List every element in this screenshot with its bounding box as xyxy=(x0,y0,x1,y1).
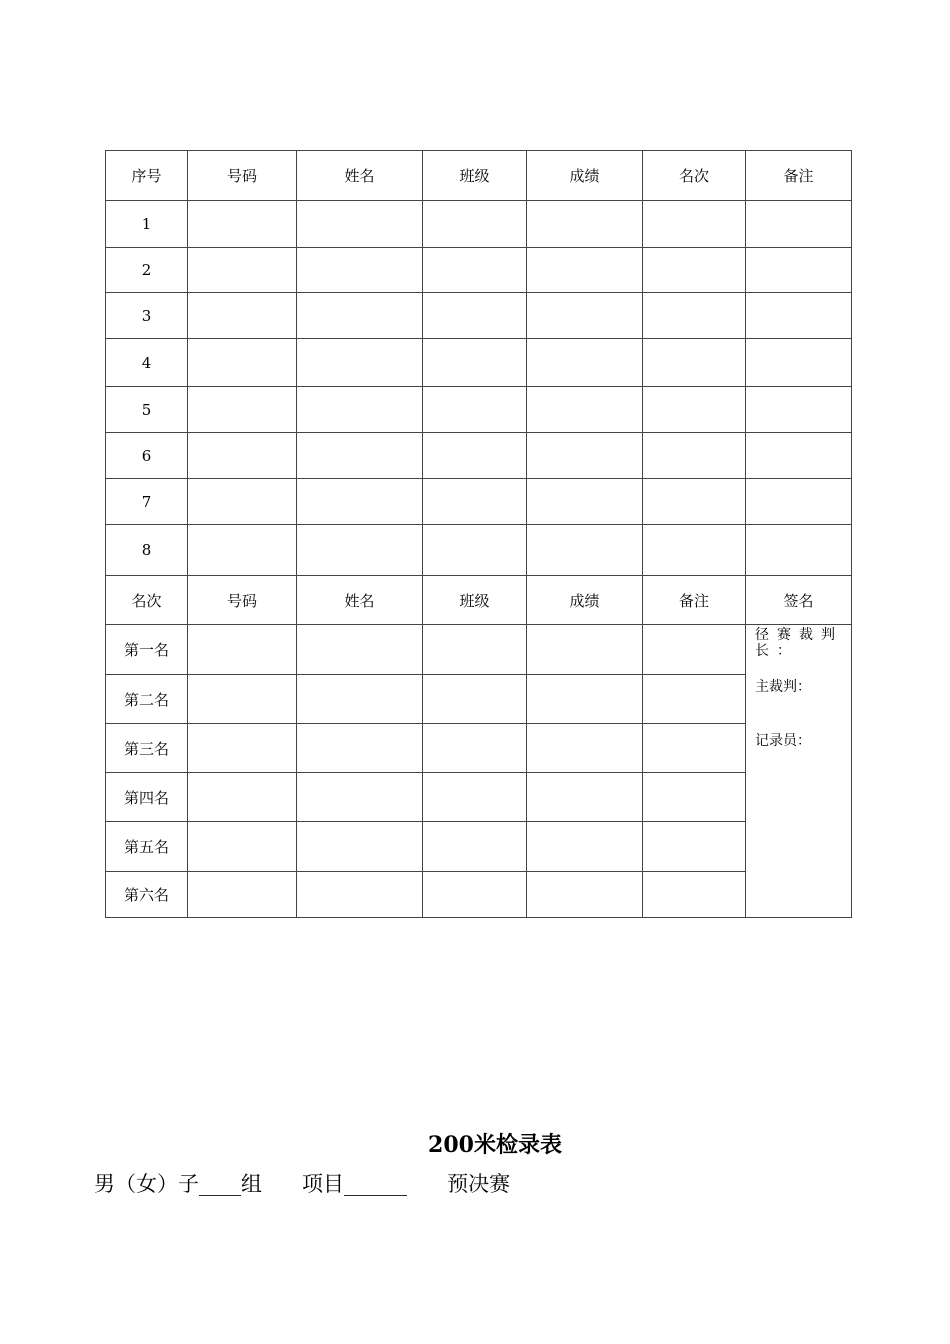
remark-cell[interactable] xyxy=(643,872,746,918)
class-cell[interactable] xyxy=(423,625,527,675)
result-cell[interactable] xyxy=(527,339,643,387)
result-cell[interactable] xyxy=(527,625,643,675)
rank-label: 第四名 xyxy=(106,773,188,822)
number-cell[interactable] xyxy=(188,872,297,918)
number-cell[interactable] xyxy=(188,724,297,773)
result-cell[interactable] xyxy=(527,433,643,479)
header-cell-signature: 签名 xyxy=(746,576,852,625)
number-cell[interactable] xyxy=(188,293,297,339)
name-cell[interactable] xyxy=(297,201,423,248)
row-index: 8 xyxy=(106,525,188,576)
header-cell-name: 姓名 xyxy=(297,151,423,201)
header-cell-rank: 名次 xyxy=(643,151,746,201)
name-cell[interactable] xyxy=(297,387,423,433)
main-referee-label: 主裁判： xyxy=(755,679,811,695)
class-cell[interactable] xyxy=(423,248,527,293)
remark-cell[interactable] xyxy=(746,339,852,387)
row-index: 2 xyxy=(106,248,188,293)
result-cell[interactable] xyxy=(527,293,643,339)
rank-cell[interactable] xyxy=(643,201,746,248)
result-cell[interactable] xyxy=(527,479,643,525)
number-cell[interactable] xyxy=(188,625,297,675)
name-cell[interactable] xyxy=(297,822,423,872)
number-cell[interactable] xyxy=(188,525,297,576)
result-cell[interactable] xyxy=(527,675,643,724)
class-cell[interactable] xyxy=(423,433,527,479)
group-event-line: 男（女）子____组 项目______ 预决赛 xyxy=(94,1172,511,1196)
rank-label: 第二名 xyxy=(106,675,188,724)
class-cell[interactable] xyxy=(423,773,527,822)
remark-cell[interactable] xyxy=(643,724,746,773)
row-index: 7 xyxy=(106,479,188,525)
rank-cell[interactable] xyxy=(643,387,746,433)
remark-cell[interactable] xyxy=(746,387,852,433)
name-cell[interactable] xyxy=(297,773,423,822)
results-table xyxy=(105,150,852,918)
class-cell[interactable] xyxy=(423,479,527,525)
number-cell[interactable] xyxy=(188,675,297,724)
ranking-row xyxy=(106,675,852,724)
result-cell[interactable] xyxy=(527,201,643,248)
number-cell[interactable] xyxy=(188,339,297,387)
rank-label: 第一名 xyxy=(106,625,188,675)
number-cell[interactable] xyxy=(188,773,297,822)
header-cell-class: 班级 xyxy=(423,576,527,625)
remark-cell[interactable] xyxy=(643,773,746,822)
class-cell[interactable] xyxy=(423,675,527,724)
row-index: 4 xyxy=(106,339,188,387)
ranking-row xyxy=(106,822,852,872)
rank-cell[interactable] xyxy=(643,479,746,525)
class-cell[interactable] xyxy=(423,724,527,773)
ranking-row xyxy=(106,773,852,822)
result-cell[interactable] xyxy=(527,773,643,822)
document-title: 200米检录表 xyxy=(428,1132,562,1158)
remark-cell[interactable] xyxy=(643,625,746,675)
result-cell[interactable] xyxy=(527,822,643,872)
table-row xyxy=(106,201,852,248)
result-cell[interactable] xyxy=(527,387,643,433)
table-row xyxy=(106,293,852,339)
ranking-header-row xyxy=(106,576,852,625)
number-cell[interactable] xyxy=(188,387,297,433)
result-cell[interactable] xyxy=(527,248,643,293)
class-cell[interactable] xyxy=(423,201,527,248)
table-row xyxy=(106,339,852,387)
table-row xyxy=(106,387,852,433)
name-cell[interactable] xyxy=(297,525,423,576)
rank-label: 第三名 xyxy=(106,724,188,773)
number-cell[interactable] xyxy=(188,433,297,479)
remark-cell[interactable] xyxy=(746,479,852,525)
name-cell[interactable] xyxy=(297,339,423,387)
header-cell-index: 序号 xyxy=(106,151,188,201)
row-index: 3 xyxy=(106,293,188,339)
class-cell[interactable] xyxy=(423,872,527,918)
header-cell-number: 号码 xyxy=(188,151,297,201)
rank-cell[interactable] xyxy=(643,293,746,339)
number-cell[interactable] xyxy=(188,479,297,525)
ranking-row xyxy=(106,724,852,773)
rank-cell[interactable] xyxy=(643,248,746,293)
class-cell[interactable] xyxy=(423,293,527,339)
remark-cell[interactable] xyxy=(746,433,852,479)
number-cell[interactable] xyxy=(188,822,297,872)
rank-label: 第六名 xyxy=(106,872,188,918)
remark-cell[interactable] xyxy=(746,248,852,293)
header-cell-result: 成绩 xyxy=(527,576,643,625)
class-cell[interactable] xyxy=(423,822,527,872)
header-cell-result: 成绩 xyxy=(527,151,643,201)
name-cell[interactable] xyxy=(297,625,423,675)
remark-cell[interactable] xyxy=(746,293,852,339)
number-cell[interactable] xyxy=(188,201,297,248)
header-cell-number: 号码 xyxy=(188,576,297,625)
result-cell[interactable] xyxy=(527,724,643,773)
table-row xyxy=(106,248,852,293)
name-cell[interactable] xyxy=(297,479,423,525)
header-cell-remark: 备注 xyxy=(746,151,852,201)
header-cell-class: 班级 xyxy=(423,151,527,201)
name-cell[interactable] xyxy=(297,724,423,773)
result-cell[interactable] xyxy=(527,525,643,576)
remark-cell[interactable] xyxy=(643,822,746,872)
name-cell[interactable] xyxy=(297,293,423,339)
header-row xyxy=(106,151,852,201)
class-cell[interactable] xyxy=(423,387,527,433)
header-cell-remark: 备注 xyxy=(643,576,746,625)
result-cell[interactable] xyxy=(527,872,643,918)
name-cell[interactable] xyxy=(297,872,423,918)
row-index: 5 xyxy=(106,387,188,433)
remark-cell[interactable] xyxy=(643,675,746,724)
header-cell-name: 姓名 xyxy=(297,576,423,625)
remark-cell[interactable] xyxy=(746,201,852,248)
name-cell[interactable] xyxy=(297,248,423,293)
header-cell-rank: 名次 xyxy=(106,576,188,625)
rank-cell[interactable] xyxy=(643,433,746,479)
signature-cell[interactable] xyxy=(746,625,852,918)
ranking-row xyxy=(106,625,852,675)
table-row xyxy=(106,479,852,525)
name-cell[interactable] xyxy=(297,433,423,479)
row-index: 1 xyxy=(106,201,188,248)
ranking-row xyxy=(106,872,852,918)
table-row xyxy=(106,433,852,479)
rank-cell[interactable] xyxy=(643,525,746,576)
recorder-label: 记录员： xyxy=(755,733,811,749)
class-cell[interactable] xyxy=(423,339,527,387)
rank-cell[interactable] xyxy=(643,339,746,387)
number-cell[interactable] xyxy=(188,248,297,293)
table-row xyxy=(106,525,852,576)
remark-cell[interactable] xyxy=(746,525,852,576)
rank-label: 第五名 xyxy=(106,822,188,872)
class-cell[interactable] xyxy=(423,525,527,576)
row-index: 6 xyxy=(106,433,188,479)
name-cell[interactable] xyxy=(297,675,423,724)
chief-referee-label: 径赛裁判长： xyxy=(755,627,843,659)
